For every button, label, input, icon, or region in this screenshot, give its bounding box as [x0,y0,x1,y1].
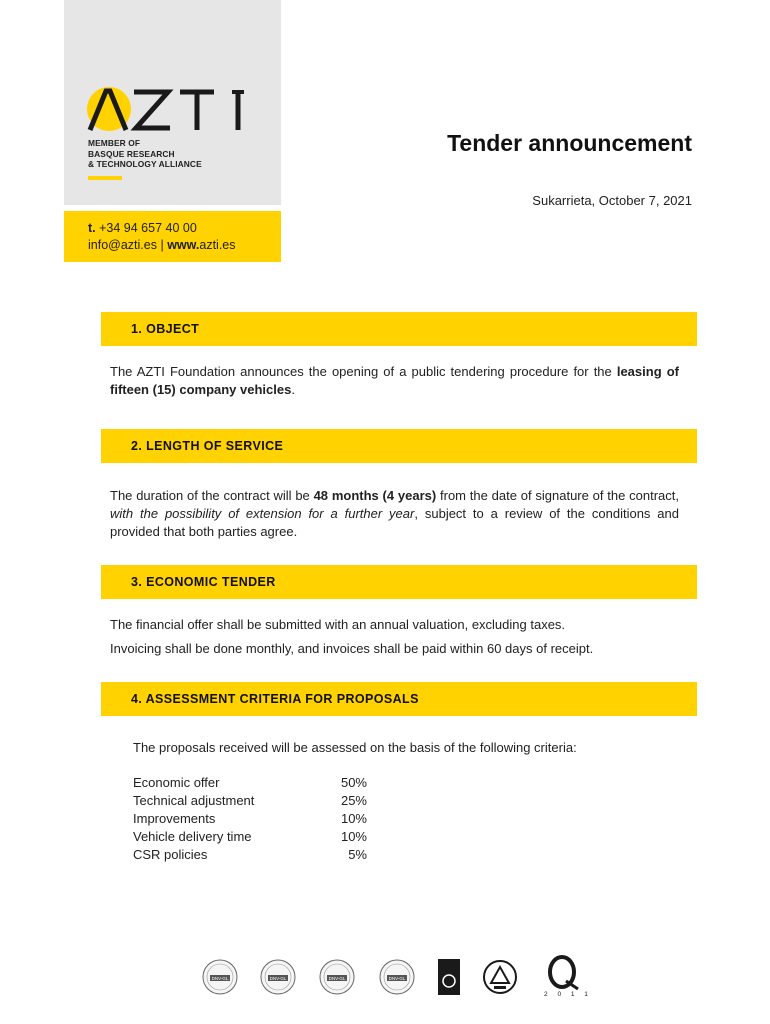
object-text-bold: leasing of fifteen (15) company vehicles [110,364,679,397]
object-text-end: . [291,382,295,397]
seal-label: DNV-GL [328,976,346,981]
section-heading-economic [101,565,697,599]
criteria-label: Technical adjustment [133,793,255,808]
quality-badge-icon [438,959,460,995]
contact-web-line [88,238,236,252]
triangle-seal-icon [484,961,516,993]
criteria-item [133,775,373,793]
certification-logos [200,955,610,1000]
section-heading-length [101,429,697,463]
object-paragraph [110,363,679,399]
phone-number: +34 94 657 40 00 [95,221,197,235]
page-title: Tender announcement [447,130,692,156]
criteria-weight: 5% [348,847,367,862]
web-link[interactable]: azti.es [199,238,236,252]
document-date: Sukarrieta, October 7, 2021 [532,193,692,208]
logo-block [64,0,281,205]
azti-logo [86,84,266,134]
criteria-label: Economic offer [133,775,220,790]
criteria-weight: 50% [340,775,367,790]
criteria-label: Improvements [133,811,216,826]
email-link[interactable]: info@azti.es [88,238,157,252]
economic-line-2: Invoicing shall be done monthly, and invoices shall be paid within 60 days of receipt. [110,641,594,656]
section-heading-text: 1. OBJECT [131,322,200,336]
contact-phone-line [88,221,197,235]
criteria-item [133,829,373,847]
length-text-2: from the date of signature of the contract, [436,488,679,503]
length-paragraph [110,487,679,541]
criteria-item [133,793,373,811]
contact-block [64,211,281,262]
dnv-gl-seal-icon [203,960,237,994]
seal-label: DNV-GL [269,976,287,981]
logo-accent-rule [88,176,122,180]
object-text: The AZTI Foundation announces the opening of a public tendering procedure for the [110,364,617,379]
criteria-intro: The proposals received will be assessed on the basis of the following criteria: [133,740,577,755]
q-quality-icon [544,957,592,998]
length-text-bold: 48 months (4 years) [313,488,437,503]
section-heading-text: 4. ASSESSMENT CRITERIA FOR PROPOSALS [131,692,419,706]
section-heading-object [101,312,697,346]
criteria-weight: 25% [340,793,367,808]
criteria-weight: 10% [340,829,367,844]
section-heading-text: 2. LENGTH OF SERVICE [131,439,284,453]
web-link-prefix[interactable]: www. [167,238,200,252]
length-text-3: , subject to a review of the conditions and provided that both parties agree. [110,506,679,539]
dnv-gl-seal-icon [380,960,414,994]
phone-prefix: t. [88,221,96,235]
criteria-label: Vehicle delivery time [133,829,252,844]
criteria-item [133,811,373,829]
dnv-gl-seal-icon [320,960,354,994]
criteria-list [133,775,373,865]
criteria-label: CSR policies [133,847,208,862]
criteria-weight: 10% [340,811,367,826]
section-heading-text: 3. ECONOMIC TENDER [131,575,276,589]
logo-subtitle: MEMBER OF BASQUE RESEARCH & TECHNOLOGY ALLIANCE [88,138,202,169]
length-text: The duration of the contract will be [110,488,314,503]
seal-label: DNV-GL [388,976,406,981]
length-text-italic: with the possibility of extension for a further year [110,506,415,521]
quality-year: 2 0 1 1 [544,991,592,998]
seal-label: DNV-GL [211,976,229,981]
economic-line-1: The financial offer shall be submitted with an annual valuation, excluding taxes. [110,617,566,632]
dnv-gl-seal-icon [261,960,295,994]
criteria-item [133,847,373,865]
separator: | [156,238,168,252]
section-heading-criteria [101,682,697,716]
